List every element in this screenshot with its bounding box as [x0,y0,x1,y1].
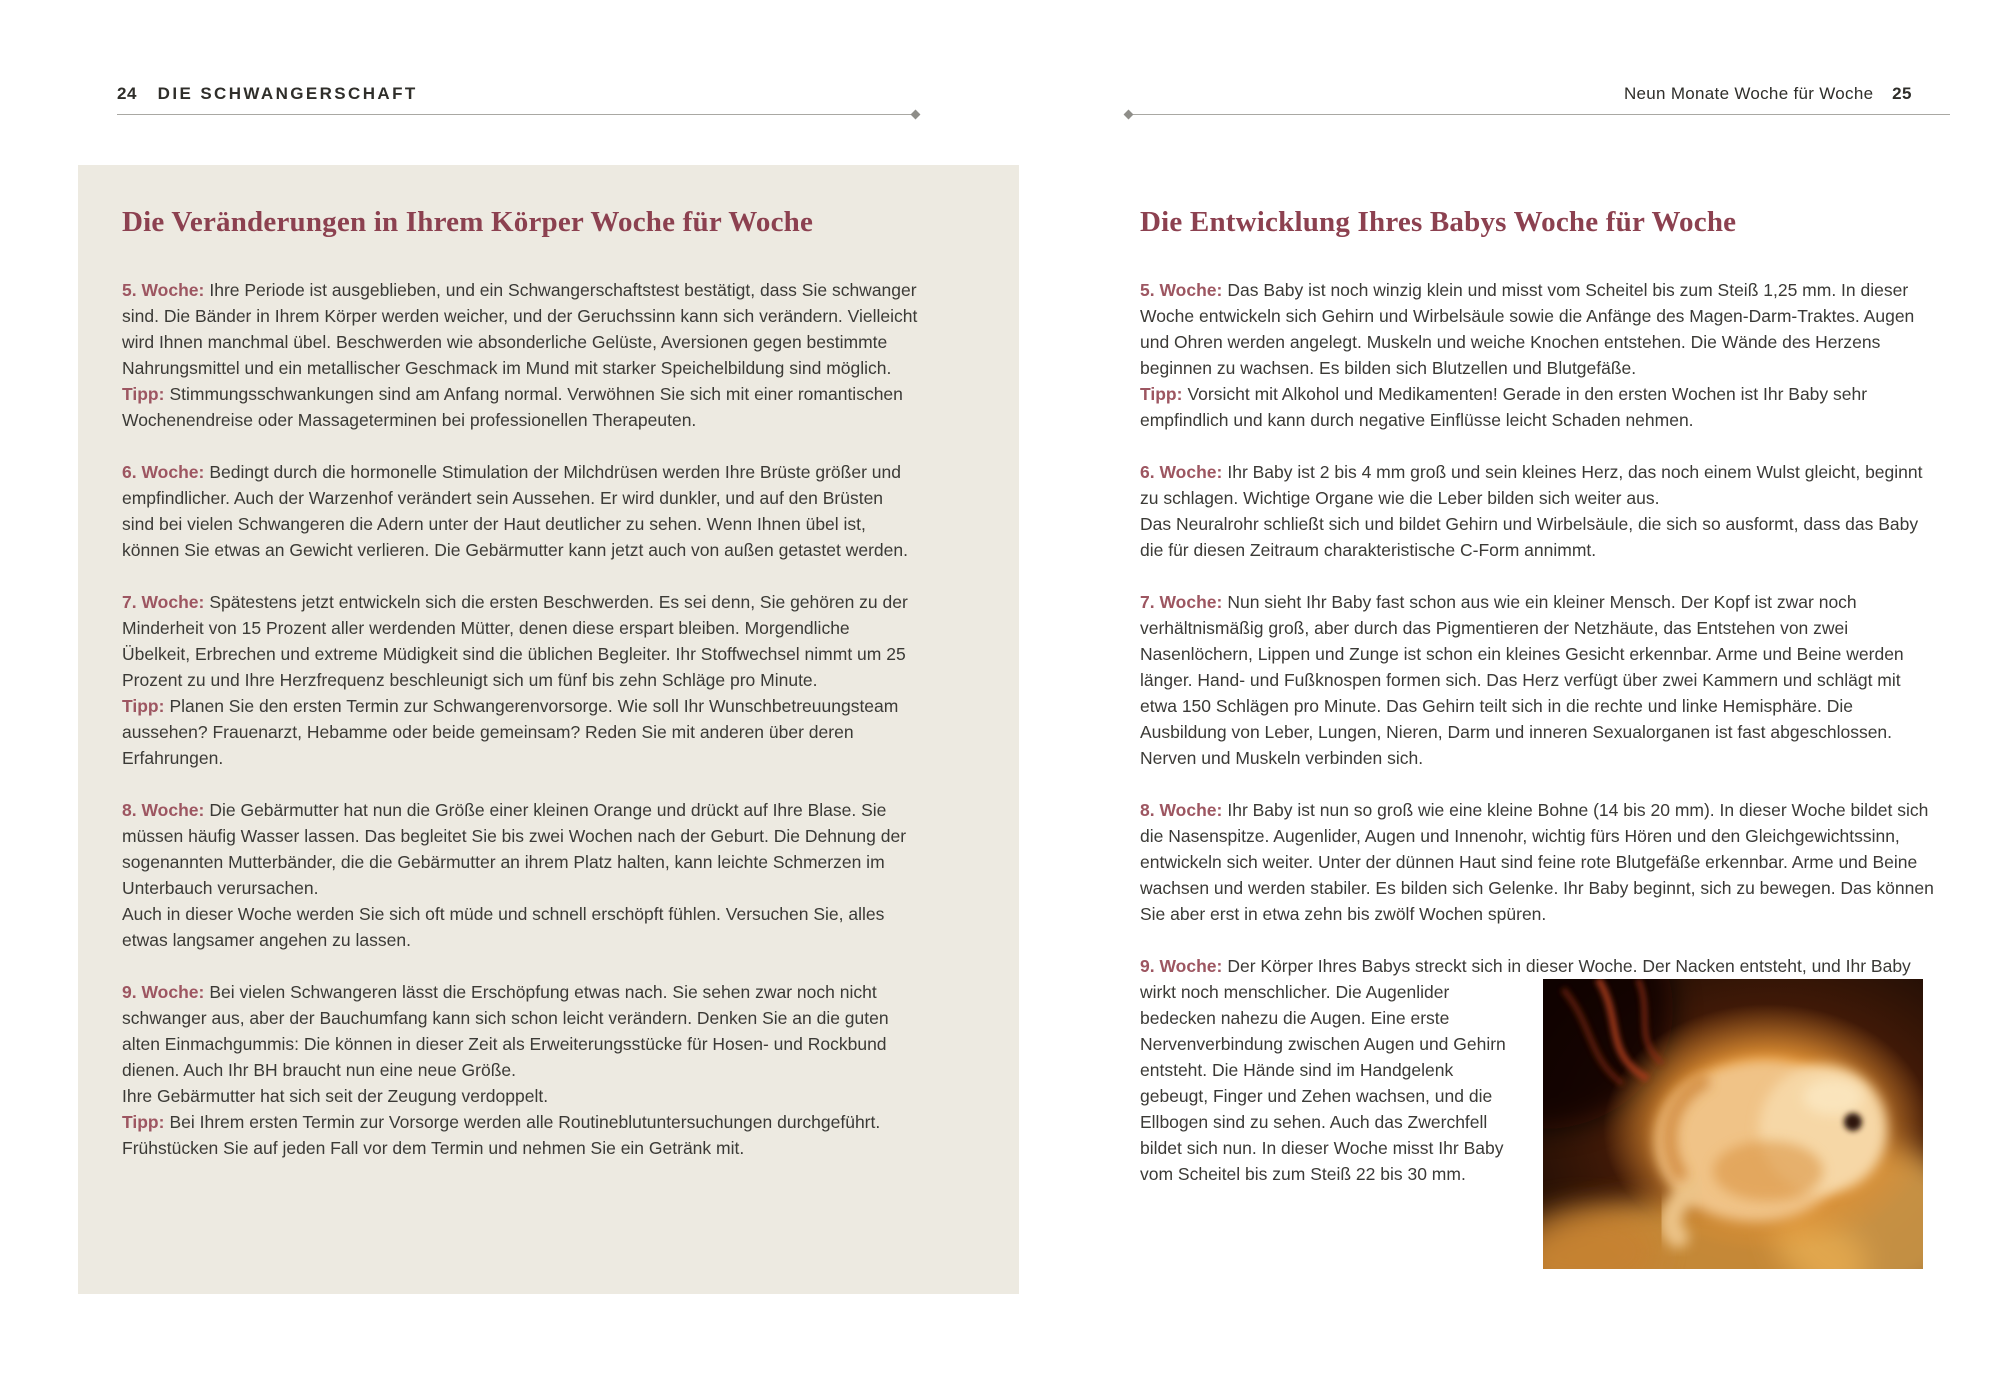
left-week-8-section [122,797,919,953]
paragraph-text: Ihr Baby ist nun so groß wie eine kleine Bohne (14 bis 20 mm). In dieser Woche bildet sich die Nasenspitze. Augenlider, Augen und Innenohr, wichtig fürs Hören und den Gleichgewichtssinn, entwickeln sich weiter. Unter der dünnen Haut sind feine rote Blutgefäße erkennbar. Arme und Beine wachsen und werden stabiler. Es bilden sich Gelenke. Ihr Baby beginnt, sich zu bewegen. Das können Sie aber erst in etwa zehn bis zwölf Wochen spüren. [1140,800,1934,924]
tip-label: Tipp: [1140,384,1183,404]
week-label: 8. Woche: [122,800,205,820]
continuation-paragraph [1140,511,1937,563]
tip-label: Tipp: [122,1112,165,1132]
paragraph-text: Vorsicht mit Alkohol und Medikamenten! Gerade in den ersten Wochen ist Ihr Baby sehr empfindlich und kann durch negative Einflüsse leicht Schaden nehmen. [1140,384,1868,430]
embryo-photo [1543,979,1923,1269]
left-header-rule [117,114,916,115]
embryo-illustration [1543,979,1923,1269]
left-running-title: DIE SCHWANGERSCHAFT [157,84,418,103]
tip-paragraph [122,1109,919,1161]
week-5-paragraph [122,277,919,381]
figure-float-spacer [1936,953,1937,979]
right-week-9-section [1140,953,1937,1269]
week-7-paragraph [122,589,919,693]
left-week-5-section [122,277,919,433]
tip-paragraph [1140,381,1937,433]
left-week-9-section [122,979,919,1161]
paragraph-text: Stimmungsschwankungen sind am Anfang normal. Verwöhnen Sie sich mit einer romantischen Wochenendreise oder Massageterminen bei professionellen Therapeuten. [122,384,903,430]
paragraph-text: Die Gebärmutter hat nun die Größe einer kleinen Orange und drückt auf Ihre Blase. Sie müssen häufig Wasser lassen. Das begleitet Sie bis zwei Wochen nach der Geburt. Die Dehnung der sogenannten Mutterbänder, die die Gebärmutter an ihrem Platz halten, kann leichte Schmerzen im Unterbauch verursachen. [122,800,907,898]
week-label: 9. Woche: [122,982,205,1002]
rule-end-diamond-icon [1124,110,1134,120]
right-header-rule [1128,114,1950,115]
week-label: 6. Woche: [1140,462,1223,482]
right-week-8-section [1140,797,1937,927]
tip-label: Tipp: [122,384,165,404]
tip-paragraph [122,693,919,771]
week-8-paragraph [1140,797,1937,927]
week-label: 6. Woche: [122,462,205,482]
week-label: 7. Woche: [122,592,205,612]
left-page-title: Die Veränderungen in Ihrem Körper Woche für Woche [122,206,814,238]
right-page-number: 25 [1892,84,1912,103]
right-text-column [1140,277,1937,1269]
week-7-paragraph [1140,589,1937,771]
paragraph-text: Ihre Gebärmutter hat sich seit der Zeugung verdoppelt. [122,1086,549,1106]
tip-label: Tipp: [122,696,165,716]
paragraph-text: Auch in dieser Woche werden Sie sich oft müde und schnell erschöpft fühlen. Versuchen Sie, alles etwas langsamer angehen zu lassen. [122,904,885,950]
paragraph-text: Das Neuralrohr schließt sich und bildet Gehirn und Wirbelsäule, die sich so ausformt, dass das Baby die für diesen Zeitraum charakteristische C-Form annimmt. [1140,514,1919,560]
week-label: 8. Woche: [1140,800,1223,820]
left-text-column [122,277,919,1161]
week-9-paragraph [122,979,919,1083]
week-5-paragraph [1140,277,1937,381]
right-running-header [1624,84,1912,104]
paragraph-text: Ihr Baby ist 2 bis 4 mm groß und sein kleines Herz, das noch einem Wulst gleicht, beginnt zu schlagen. Wichtige Organe wie die Leber bilden sich weiter aus. [1140,462,1923,508]
paragraph-text: Bei vielen Schwangeren lässt die Erschöpfung etwas nach. Sie sehen zwar noch nicht schwanger aus, aber der Bauchumfang kann sich schon leicht verändern. Denken Sie an die guten alten Einmachgummis: Die können in dieser Zeit als Erweiterungsstücke für Hosen- und Rockbund dienen. Auch Ihr BH braucht nun eine neue Größe. [122,982,889,1080]
left-page-panel [78,165,1019,1294]
paragraph-text: Das Baby ist noch winzig klein und misst vom Scheitel bis zum Steiß 1,25 mm. In dieser Woche entwickeln sich Gehirn und Wirbelsäule sowie die Anfänge des Magen-Darm-Traktes. Augen und Ohren werden angelegt. Muskeln und weiche Knochen entstehen. Die Wände des Herzens beginnen zu wachsen. Es bilden sich Blutzellen und Blutgefäße. [1140,280,1915,378]
week-6-paragraph [1140,459,1937,511]
week-label: 7. Woche: [1140,592,1223,612]
left-week-6-section [122,459,919,563]
right-running-title: Neun Monate Woche für Woche [1623,84,1874,103]
continuation-paragraph [122,901,919,953]
right-page-title: Die Entwicklung Ihres Babys Woche für Woche [1140,206,1737,238]
right-week-6-section [1140,459,1937,563]
week-6-paragraph [122,459,919,563]
right-week-5-section [1140,277,1937,433]
week-label: 5. Woche: [122,280,205,300]
paragraph-text: Bedingt durch die hormonelle Stimulation der Milchdrüsen werden Ihre Brüste größer und empfindlicher. Auch der Warzenhof verändert sein Aussehen. Er wird dunkler, und auf den Brüsten sind bei vielen Schwangeren die Adern unter der Haut deutlicher zu sehen. Wenn Ihnen übel ist, können Sie etwas an Gewicht verlieren. Die Gebärmutter kann jetzt auch von außen getastet werden. [122,462,908,560]
tip-paragraph [122,381,919,433]
right-week-7-section [1140,589,1937,771]
paragraph-text: Ihre Periode ist ausgeblieben, und ein Schwangerschaftstest bestätigt, dass Sie schwanger sind. Die Bänder in Ihrem Körper werden weicher, und der Geruchssinn kann sich verändern. Vielleicht wird Ihnen manchmal übel. Beschwerden wie absonderliche Gelüste, Aversionen gegen bestimmte Nahrungsmittel und ein metallischer Geschmack im Mund mit starker Speichelbildung sind möglich. [122,280,918,378]
rule-end-diamond-icon [911,110,921,120]
left-page-number: 24 [117,84,137,103]
week-label: 5. Woche: [1140,280,1223,300]
week-label: 9. Woche: [1140,956,1223,976]
paragraph-text: Der Körper Ihres Babys streckt sich in dieser Woche. Der Nacken entsteht, und Ihr Baby wirkt noch menschlicher. Die Augenlider bedecken nahezu die Augen. Eine erste Nervenverbindung zwischen Augen und Gehirn entsteht. Die Hände sind im Handgelenk gebeugt, Finger und Zehen wachsen, und die Ellbogen sind zu sehen. Auch das Zwerchfell bildet sich nun. In dieser Woche misst Ihr Baby vom Scheitel bis zum Steiß 22 bis 30 mm. [1140,956,1911,1184]
continuation-paragraph [122,1083,919,1109]
paragraph-text: Planen Sie den ersten Termin zur Schwangerenvorsorge. Wie soll Ihr Wunschbetreuungsteam aussehen? Frauenarzt, Hebamme oder beide gemeinsam? Reden Sie mit anderen über deren Erfahrungen. [122,696,899,768]
right-page-panel [1026,165,1967,1294]
paragraph-text: Bei Ihrem ersten Termin zur Vorsorge werden alle Routineblutuntersuchungen durchgeführt. Frühstücken Sie auf jeden Fall vor dem Termin und nehmen Sie ein Getränk mit. [122,1112,881,1158]
week-8-paragraph [122,797,919,901]
left-week-7-section [122,589,919,771]
paragraph-text: Spätestens jetzt entwickeln sich die ersten Beschwerden. Es sei denn, Sie gehören zu der Minderheit von 15 Prozent aller werdenden Mütter, denen diese erspart bleiben. Morgendliche Übelkeit, Erbrechen und extreme Müdigkeit sind die üblichen Begleiter. Ihr Stoffwechsel nimmt um 25 Prozent zu und Ihre Herzfrequenz beschleunigt sich um fünf bis zehn Schläge pro Minute. [122,592,908,690]
paragraph-text: Nun sieht Ihr Baby fast schon aus wie ein kleiner Mensch. Der Kopf ist zwar noch verhältnismäßig groß, aber durch das Pigmentieren der Netzhäute, das Entstehen von zwei Nasenlöchern, Lippen und Zunge ist schon ein kleines Gesicht erkennbar. Arme und Beine werden länger. Hand- und Fußknospen formen sich. Das Herz verfügt über zwei Kammern und schlägt mit etwa 150 Schlägen pro Minute. Das Gehirn teilt sich in die rechte und linke Hemisphäre. Die Ausbildung von Leber, Lungen, Nieren, Darm und inneren Sexualorganen ist fast abgeschlossen. Nerven und Muskeln verbinden sich. [1140,592,1904,768]
left-running-header [117,84,418,104]
